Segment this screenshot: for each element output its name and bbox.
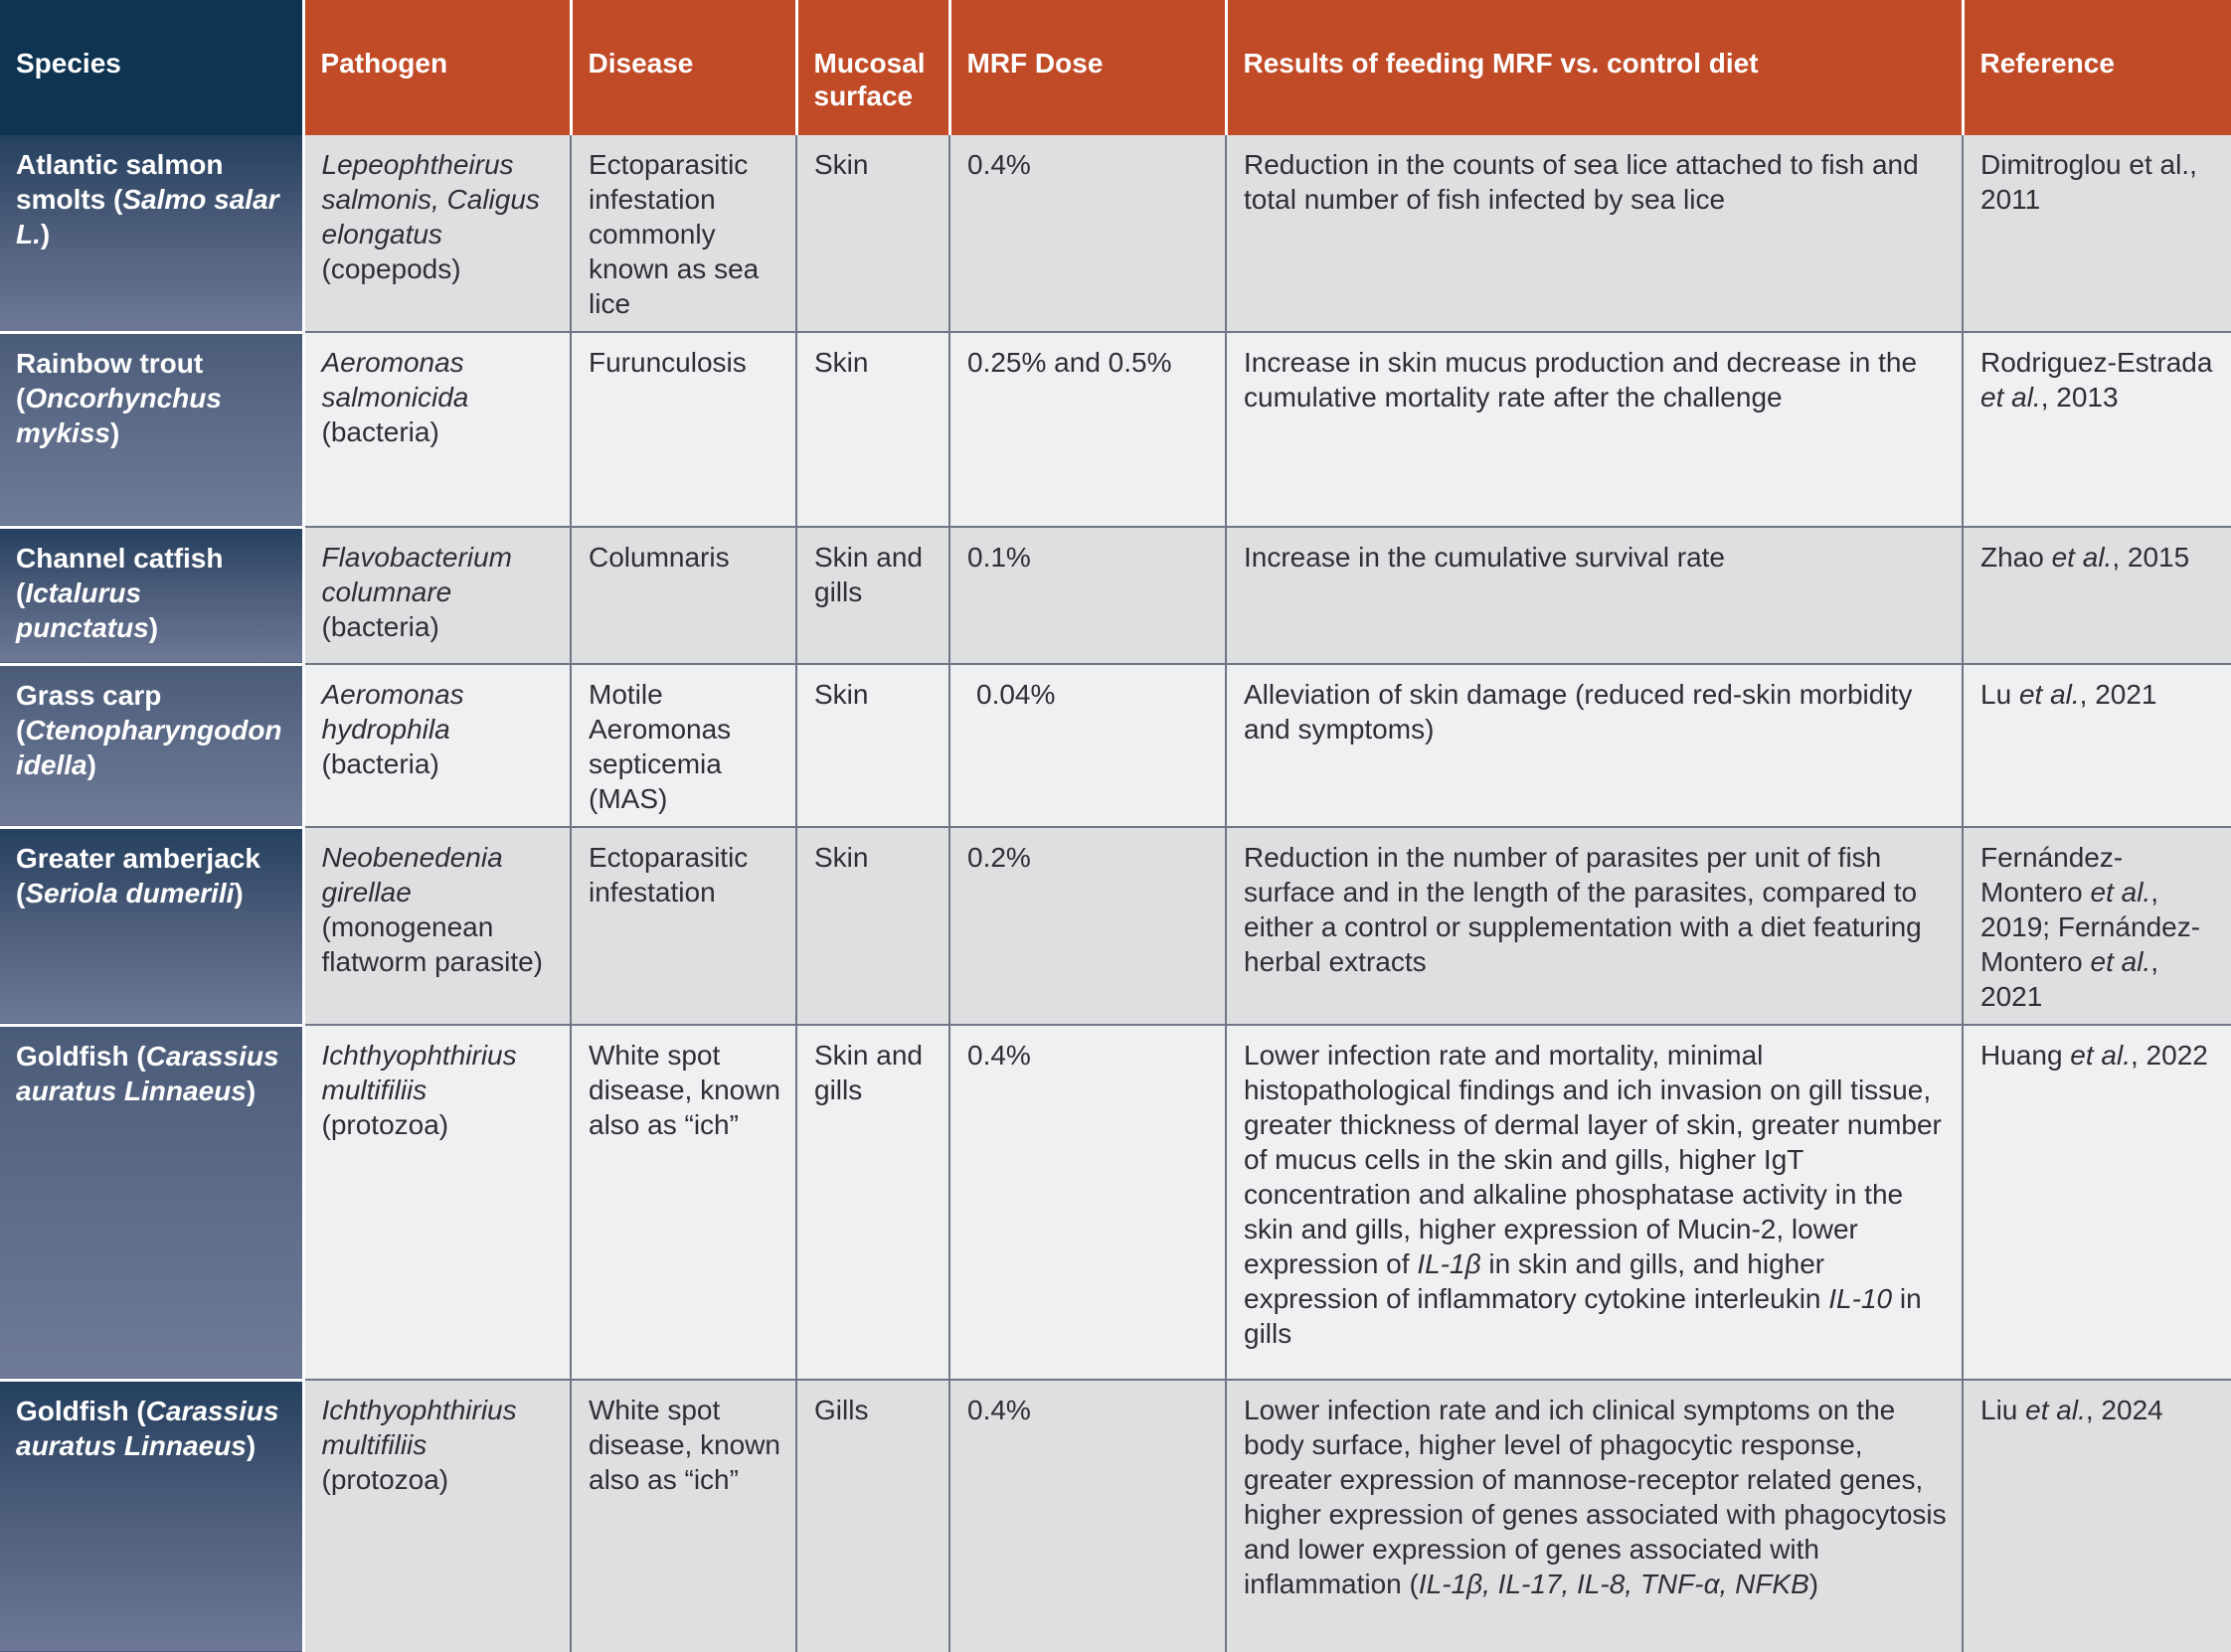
reference-et-al: et al.: [2025, 1395, 2086, 1425]
reference-text: Fernández-Montero: [1980, 842, 2124, 908]
results-cell: Increase in skin mucus production and decrease in the cumulative mortality rate after the challenge: [1226, 332, 1963, 527]
results-cell: [1226, 1380, 1963, 1652]
reference-et-al: et al.: [1980, 382, 2041, 413]
species-scientific-name: Salmo salar L.: [16, 184, 279, 249]
table-row: [0, 1025, 2231, 1380]
pathogen-scientific-name: Neobenedenia girellae: [321, 842, 503, 908]
pathogen-cell: [303, 827, 571, 1025]
species-common-name: Atlantic salmon smolts (: [16, 149, 224, 215]
dose-cell: [949, 664, 1226, 827]
species-paren: ): [40, 219, 51, 249]
pathogen-type: (bacteria): [321, 748, 439, 779]
pathogen-cell: [303, 664, 571, 827]
species-cell: [0, 527, 303, 664]
species-cell: [0, 1380, 303, 1652]
species-paren: ): [246, 1429, 257, 1461]
species-paren: ): [86, 748, 96, 780]
reference-cell: [1963, 135, 2231, 332]
pathogen-type: (bacteria): [321, 416, 439, 447]
reference-year: , 2022: [2131, 1040, 2208, 1071]
reference-et-al: et al.: [2090, 946, 2151, 977]
mucosal-surface-header: Mucosal surface: [796, 0, 949, 135]
reference-cell: [1963, 527, 2231, 664]
results-text: Lower infection rate and mortality, minimal histopathological findings and ich invasion on gill tissue, greater thickness of dermal layer of skin, greater number of mucus cells in the skin and gills, higher IgT concentration and alkaline phosphatase activity in the skin and gills, higher expression of Mucin-2, lower expression of: [1244, 1040, 1942, 1279]
pathogen-cell: [303, 332, 571, 527]
results-text: ): [1808, 1569, 1819, 1599]
reference-year: , 2021: [1980, 946, 2158, 1012]
pathogen-scientific-name: Ichthyophthirius multifiliis: [321, 1040, 517, 1105]
reference-text: Zhao: [1980, 542, 2052, 573]
dose-cell: 0.4%: [949, 135, 1226, 332]
results-text: Lower infection rate and ich clinical symptoms on the body surface, higher level of phagocytic response, greater expression of mannose-receptor related genes, higher expression of genes associated with phagocytosis and lower expression of genes associated with inflammation (: [1244, 1395, 1947, 1599]
reference-year: , 2013: [2040, 382, 2119, 413]
species-cell: [0, 332, 303, 527]
pathogen-scientific-name: Ichthyophthirius multifiliis: [321, 1395, 517, 1460]
pathogen-type: (protozoa): [321, 1109, 449, 1140]
results-cell: Reduction in the counts of sea lice attached to fish and total number of fish infected by sea lice: [1226, 135, 1963, 332]
header-row: [0, 0, 2231, 135]
reference-header: Reference: [1963, 0, 2231, 135]
results-text: in skin and gills, and higher expression of inflammatory cytokine interleukin: [1244, 1248, 1829, 1314]
pathogen-scientific-name: Aeromonas hydrophila: [321, 679, 464, 744]
species-cell: [0, 1025, 303, 1380]
species-scientific-name: Carassius auratus Linnaeus: [16, 1395, 279, 1461]
reference-et-al: et al.: [2090, 877, 2151, 908]
reference-cell: [1963, 1025, 2231, 1380]
species-scientific-name: Seriola dumerili: [25, 877, 235, 909]
dose-cell: 0.4%: [949, 1025, 1226, 1380]
pathogen-type: (copepods): [321, 253, 461, 284]
reference-text: Dimitroglou et al., 2011: [1980, 149, 2197, 215]
mrf-dose-header: MRF Dose: [949, 0, 1226, 135]
dose-cell: 0.1%: [949, 527, 1226, 664]
reference-text: Liu: [1980, 1395, 2026, 1425]
surface-cell: Skin and gills: [796, 1025, 949, 1380]
pathogen-cell: [303, 1380, 571, 1652]
pathogen-cell: [303, 135, 571, 332]
table-row: [0, 827, 2231, 1025]
dose-cell: 0.4%: [949, 1380, 1226, 1652]
species-common-name: Goldfish (: [16, 1040, 146, 1072]
species-paren: ): [109, 416, 120, 448]
reference-year: , 2021: [2079, 679, 2157, 710]
table-row: [0, 135, 2231, 332]
species-header: Species: [0, 0, 303, 135]
results-header: Results of feeding MRF vs. control diet: [1226, 0, 1963, 135]
species-common-name: Rainbow trout (: [16, 347, 204, 413]
reference-year: , 2019; Fernández-Montero: [1980, 877, 2201, 977]
species-cell: [0, 664, 303, 827]
dose-cell: 0.2%: [949, 827, 1226, 1025]
results-gene: IL-10: [1828, 1283, 1893, 1314]
pathogen-type: (monogenean flatworm parasite): [321, 911, 544, 977]
reference-text: Huang: [1980, 1040, 2071, 1071]
reference-cell: [1963, 827, 2231, 1025]
surface-cell: Skin and gills: [796, 527, 949, 664]
species-paren: ): [234, 877, 244, 909]
pathogen-type: (protozoa): [321, 1464, 449, 1495]
pathogen-header: Pathogen: [303, 0, 571, 135]
reference-cell: [1963, 332, 2231, 527]
reference-cell: [1963, 1380, 2231, 1652]
results-gene: IL-1β, IL-17, IL-8, TNF-α, NFKB: [1418, 1569, 1809, 1599]
reference-year: , 2015: [2112, 542, 2190, 573]
results-cell: [1226, 1025, 1963, 1380]
reference-et-al: et al.: [2018, 679, 2080, 710]
species-common-name: Grass carp (: [16, 679, 162, 745]
disease-cell: White spot disease, known also as “ich”: [571, 1025, 796, 1380]
surface-cell: Skin: [796, 135, 949, 332]
species-cell: [0, 827, 303, 1025]
disease-cell: Ectoparasitic infestation commonly known as sea lice: [571, 135, 796, 332]
surface-cell: Skin: [796, 827, 949, 1025]
results-cell: Reduction in the number of parasites per unit of fish surface and in the length of the parasites, compared to either a control or supplementation with a diet featuring herbal extracts: [1226, 827, 1963, 1025]
species-scientific-name: Ictalurus punctatus: [16, 577, 149, 643]
results-cell: Alleviation of skin damage (reduced red-skin morbidity and symptoms): [1226, 664, 1963, 827]
species-paren: ): [246, 1074, 257, 1106]
reference-cell: [1963, 664, 2231, 827]
dose-cell: 0.25% and 0.5%: [949, 332, 1226, 527]
table-row: [0, 527, 2231, 664]
pathogen-cell: [303, 1025, 571, 1380]
species-scientific-name: Oncorhynchus mykiss: [16, 382, 222, 448]
table-row: [0, 332, 2231, 527]
pathogen-scientific-name: Aeromonas salmonicida: [321, 347, 469, 413]
species-paren: ): [148, 611, 159, 643]
dose-value: 0.04%: [976, 679, 1056, 710]
disease-cell: Furunculosis: [571, 332, 796, 527]
reference-text: Lu: [1980, 679, 2019, 710]
pathogen-scientific-name: Flavobacterium columnare: [321, 542, 512, 607]
surface-cell: Skin: [796, 664, 949, 827]
reference-text: Rodriguez-Estrada: [1980, 347, 2213, 378]
species-cell: [0, 135, 303, 332]
disease-cell: Motile Aeromonas septicemia (MAS): [571, 664, 796, 827]
species-scientific-name: Ctenopharyngodon idella: [16, 714, 282, 780]
disease-cell: Columnaris: [571, 527, 796, 664]
table-row: [0, 664, 2231, 827]
reference-year: , 2024: [2085, 1395, 2163, 1425]
surface-cell: Skin: [796, 332, 949, 527]
disease-cell: White spot disease, known also as “ich”: [571, 1380, 796, 1652]
results-gene: IL-1β: [1417, 1248, 1481, 1279]
disease-cell: Ectoparasitic infestation: [571, 827, 796, 1025]
results-text: in gills: [1244, 1283, 1922, 1349]
pathogen-cell: [303, 527, 571, 664]
table-row: [0, 1380, 2231, 1652]
pathogen-type: (bacteria): [321, 611, 439, 642]
reference-et-al: et al.: [2051, 542, 2113, 573]
pathogen-scientific-name: Lepeophtheirus salmonis, Caligus elongatus: [321, 149, 540, 249]
results-cell: Increase in the cumulative survival rate: [1226, 527, 1963, 664]
disease-header: Disease: [571, 0, 796, 135]
species-scientific-name: Carassius auratus Linnaeus: [16, 1040, 279, 1106]
species-common-name: Channel catfish (: [16, 542, 224, 608]
reference-et-al: et al.: [2070, 1040, 2131, 1071]
surface-cell: Gills: [796, 1380, 949, 1652]
species-common-name: Goldfish (: [16, 1395, 146, 1426]
species-common-name: Greater amberjack (: [16, 842, 260, 909]
